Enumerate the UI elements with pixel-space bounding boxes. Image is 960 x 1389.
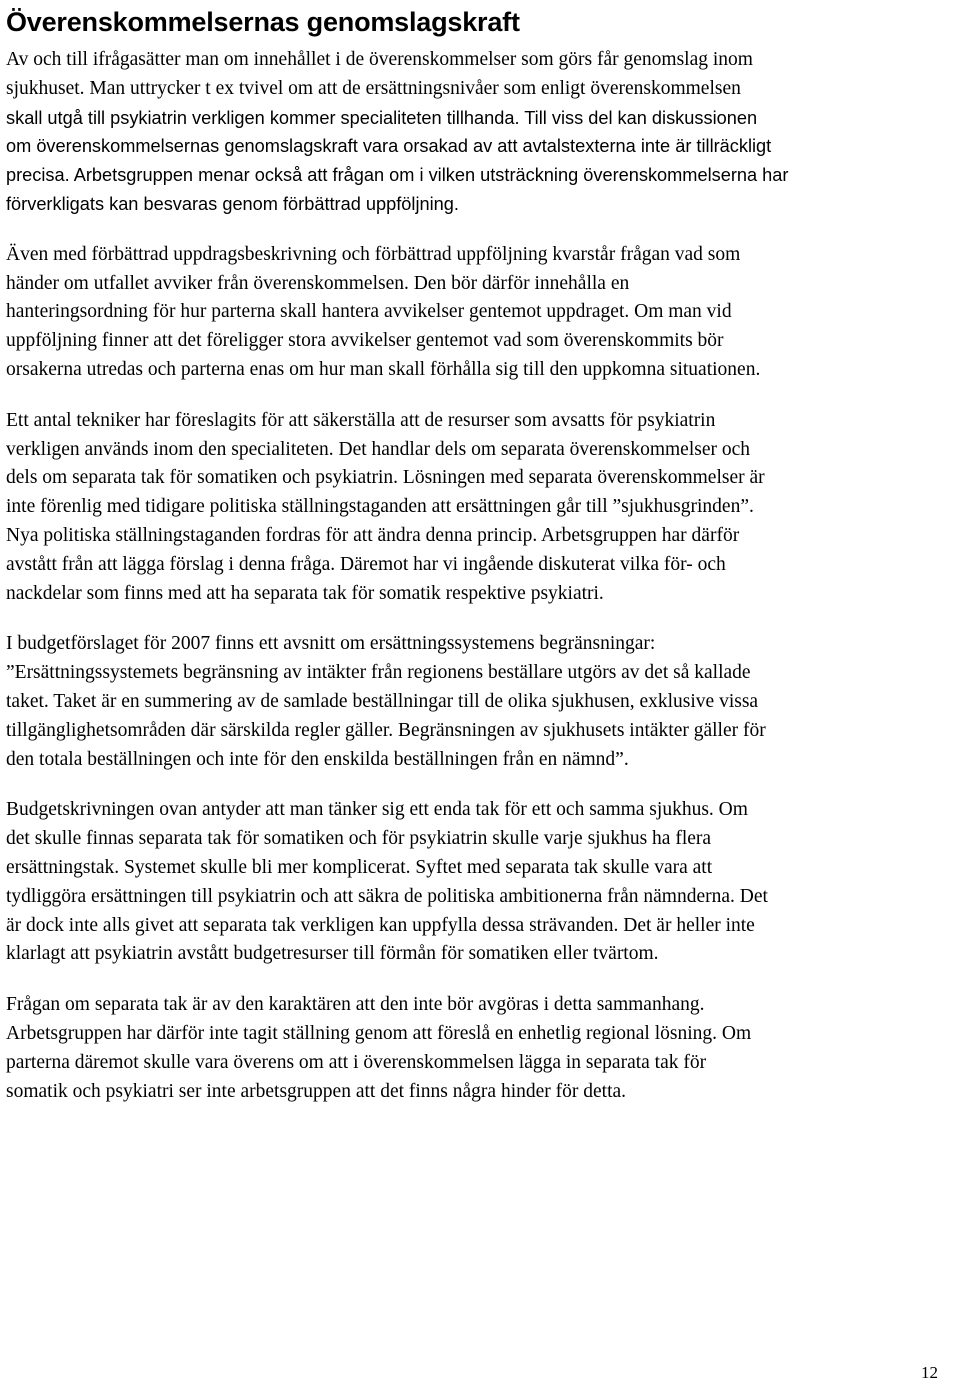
- paragraph-line: dels om separata tak för somatiken och psykiatrin. Lösningen med separata överenskommelser är: [6, 467, 765, 489]
- paragraph-line: ”Ersättningssystemets begränsning av intäkter från regionens beställare utgörs av det så kallade: [6, 662, 751, 684]
- paragraph-4: [6, 630, 950, 774]
- paragraph-line: Arbetsgruppen har därför inte tagit ställning genom att föreslå en enhetlig regional lösning. Om: [6, 1022, 752, 1044]
- paragraph-line: somatik och psykiatri ser inte arbetsgruppen att det finns några hinder för detta.: [6, 1080, 627, 1102]
- paragraph-line: tydliggöra ersättningen till psykiatrin och att säkra de politiska ambitionerna från nämnderna. Det: [6, 885, 768, 907]
- section-heading: Överenskommelsernas genomslagskraft: [6, 7, 520, 37]
- paragraph-line: Nya politiska ställningstaganden fordras för att ändra denna princip. Arbetsgruppen har därför: [6, 524, 740, 546]
- paragraph-1: [6, 46, 950, 219]
- page-number: 12: [921, 1363, 938, 1382]
- paragraph-line: parterna däremot skulle vara överens om att i överenskommelsen lägga in separata tak för: [6, 1051, 707, 1073]
- paragraph-line: avstått från att lägga förslag i denna fråga. Däremot har vi ingående diskuterat vilka för- och: [6, 553, 726, 575]
- paragraph-line: tillgänglighetsområden där särskilda regler gäller. Begränsningen av sjukhusets intäkter gäller för: [6, 719, 766, 741]
- paragraph-line: Frågan om separata tak är av den karaktären att den inte bör avgöras i detta sammanhang.: [6, 994, 705, 1016]
- paragraph-line: är dock inte alls givet att separata tak verkligen kan uppfylla dessa strävanden. Det är heller inte: [6, 914, 755, 936]
- paragraph-line: händer om utfallet avviker från överenskommelsen. Den bör därför innehålla en: [6, 272, 630, 294]
- paragraph-line: Av och till ifrågasätter man om innehållet i de överenskommelser som görs får genomslag inom: [6, 49, 753, 70]
- paragraph-line: förverkligats kan besvaras genom förbättrad uppföljning.: [6, 193, 459, 214]
- paragraph-line: klarlagt att psykiatrin avstått budgetresurser till förmån för somatiken eller tvärtom.: [6, 943, 659, 965]
- paragraph-line: hanteringsordning för hur parterna skall hantera avvikelser gentemot uppdraget. Om man vid: [6, 301, 732, 323]
- paragraph-line: den totala beställningen och inte för den enskilda beställningen från en nämnd”.: [6, 748, 629, 770]
- paragraph-line: Ett antal tekniker har föreslagits för att säkerställa att de resurser som avsatts för psykiatrin: [6, 409, 716, 431]
- paragraph-6: [6, 991, 950, 1106]
- paragraph-line: verkligen används inom den specialiteten. Det handlar dels om separata överenskommelser och: [6, 438, 750, 460]
- paragraph-line: nackdelar som finns med att ha separata tak för somatik respektive psykiatri.: [6, 582, 604, 604]
- paragraph-line: Även med förbättrad uppdragsbeskrivning och förbättrad uppföljning kvarstår frågan vad som: [6, 243, 741, 265]
- paragraph-2: [6, 241, 950, 385]
- paragraph-3: [6, 407, 950, 609]
- paragraph-line: inte förenlig med tidigare politiska ställningstaganden att ersättningen går till ”sjukhusgrinden”.: [6, 496, 754, 518]
- paragraph-line: taket. Taket är en summering av de samlade beställningar till de olika sjukhusen, exklusive vissa: [6, 690, 759, 712]
- paragraph-line: uppföljning finner att det föreligger stora avvikelser gentemot vad som överenskommits bör: [6, 330, 724, 352]
- paragraph-line: sjukhuset. Man uttrycker t ex tvivel om att de ersättningsnivåer som enligt överenskommelsen: [6, 77, 741, 99]
- paragraph-line: skall utgå till psykiatrin verkligen kommer specialiteten tillhanda. Till viss del kan diskussionen: [6, 107, 758, 128]
- paragraph-line: om överenskommelsernas genomslagskraft vara orsakad av att avtalstexterna inte är tillräckligt: [6, 136, 772, 157]
- paragraph-line: ersättningstak. Systemet skulle bli mer komplicerat. Syftet med separata tak skulle vara att: [6, 856, 713, 878]
- document-page: [6, 0, 950, 1106]
- paragraph-line: precisa. Arbetsgruppen menar också att frågan om i vilken utsträckning överenskommelserna har: [6, 165, 789, 186]
- paragraph-5: [6, 796, 950, 969]
- paragraph-line: I budgetförslaget för 2007 finns ett avsnitt om ersättningssystemens begränsningar:: [6, 633, 656, 655]
- paragraph-line: Budgetskrivningen ovan antyder att man tänker sig ett enda tak för ett och samma sjukhus. Om: [6, 799, 748, 821]
- paragraph-line: det skulle finnas separata tak för somatiken och för psykiatrin skulle varje sjukhus ha flera: [6, 828, 712, 850]
- paragraph-line: orsakerna utredas och parterna enas om hur man skall förhålla sig till den uppkomna situationen.: [6, 358, 761, 380]
